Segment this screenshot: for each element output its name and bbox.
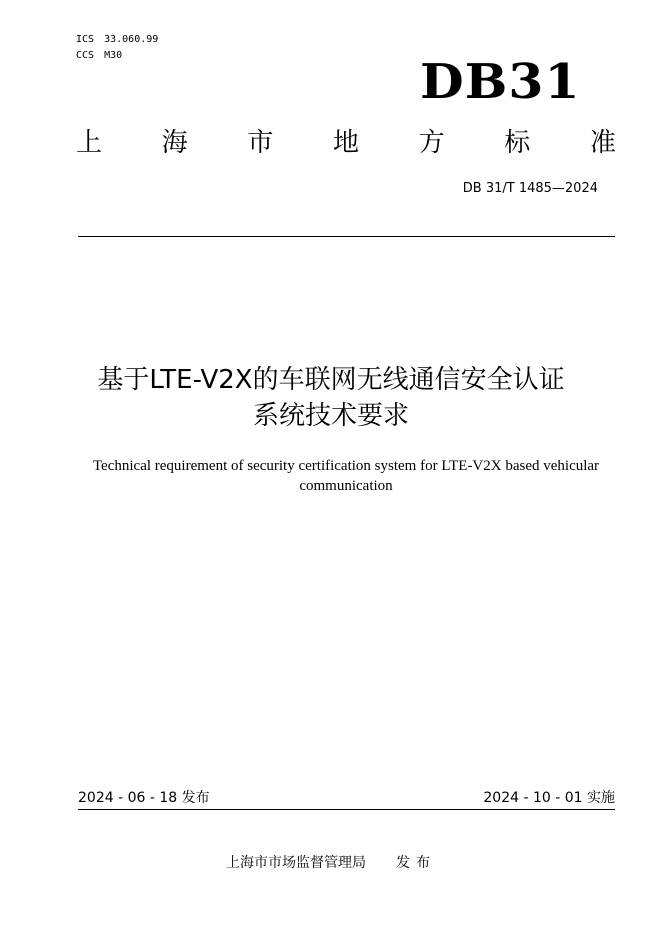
publisher-name: 上海市市场监督管理局 <box>226 855 366 871</box>
ccs-value: M30 <box>104 50 123 61</box>
classification-codes <box>76 32 158 64</box>
issuer-title-char: 准 <box>589 128 616 158</box>
document-title-cn <box>40 362 622 434</box>
issuer-title-char: 地 <box>332 128 359 158</box>
title-en-line-2: communication <box>299 478 393 494</box>
title-cn-line-2: 系统技术要求 <box>252 401 409 431</box>
publisher-action: 发布 <box>396 855 436 871</box>
title-cn-line-1: 基于LTE-V2X的车联网无线通信安全认证 <box>97 365 565 395</box>
title-en-line-1: Technical requirement of security certification system for LTE-V2X based vehicular <box>92 458 600 474</box>
issuer-title-char: 方 <box>418 128 445 158</box>
issuer-title-char: 标 <box>504 128 531 158</box>
issuer-title-char: 市 <box>247 128 274 158</box>
bottom-divider <box>78 809 615 810</box>
ccs-label: CCS <box>76 50 95 61</box>
publisher-line <box>0 853 662 873</box>
ccs-code <box>76 48 158 64</box>
ics-code <box>76 32 158 48</box>
ics-value: 33.060.99 <box>104 34 159 45</box>
document-title-en <box>70 456 622 496</box>
issuer-title-char: 上 <box>76 128 103 158</box>
db31-logo: DB31 <box>420 54 581 110</box>
ics-label: ICS <box>76 34 95 45</box>
top-divider <box>78 236 615 237</box>
publish-date: 2024 - 06 - 18 发布 <box>78 790 210 806</box>
issuer-title <box>76 126 616 160</box>
issuer-title-char: 海 <box>161 128 188 158</box>
implement-date: 2024 - 10 - 01 实施 <box>483 790 615 806</box>
standard-number: DB 31/T 1485—2024 <box>462 181 598 196</box>
